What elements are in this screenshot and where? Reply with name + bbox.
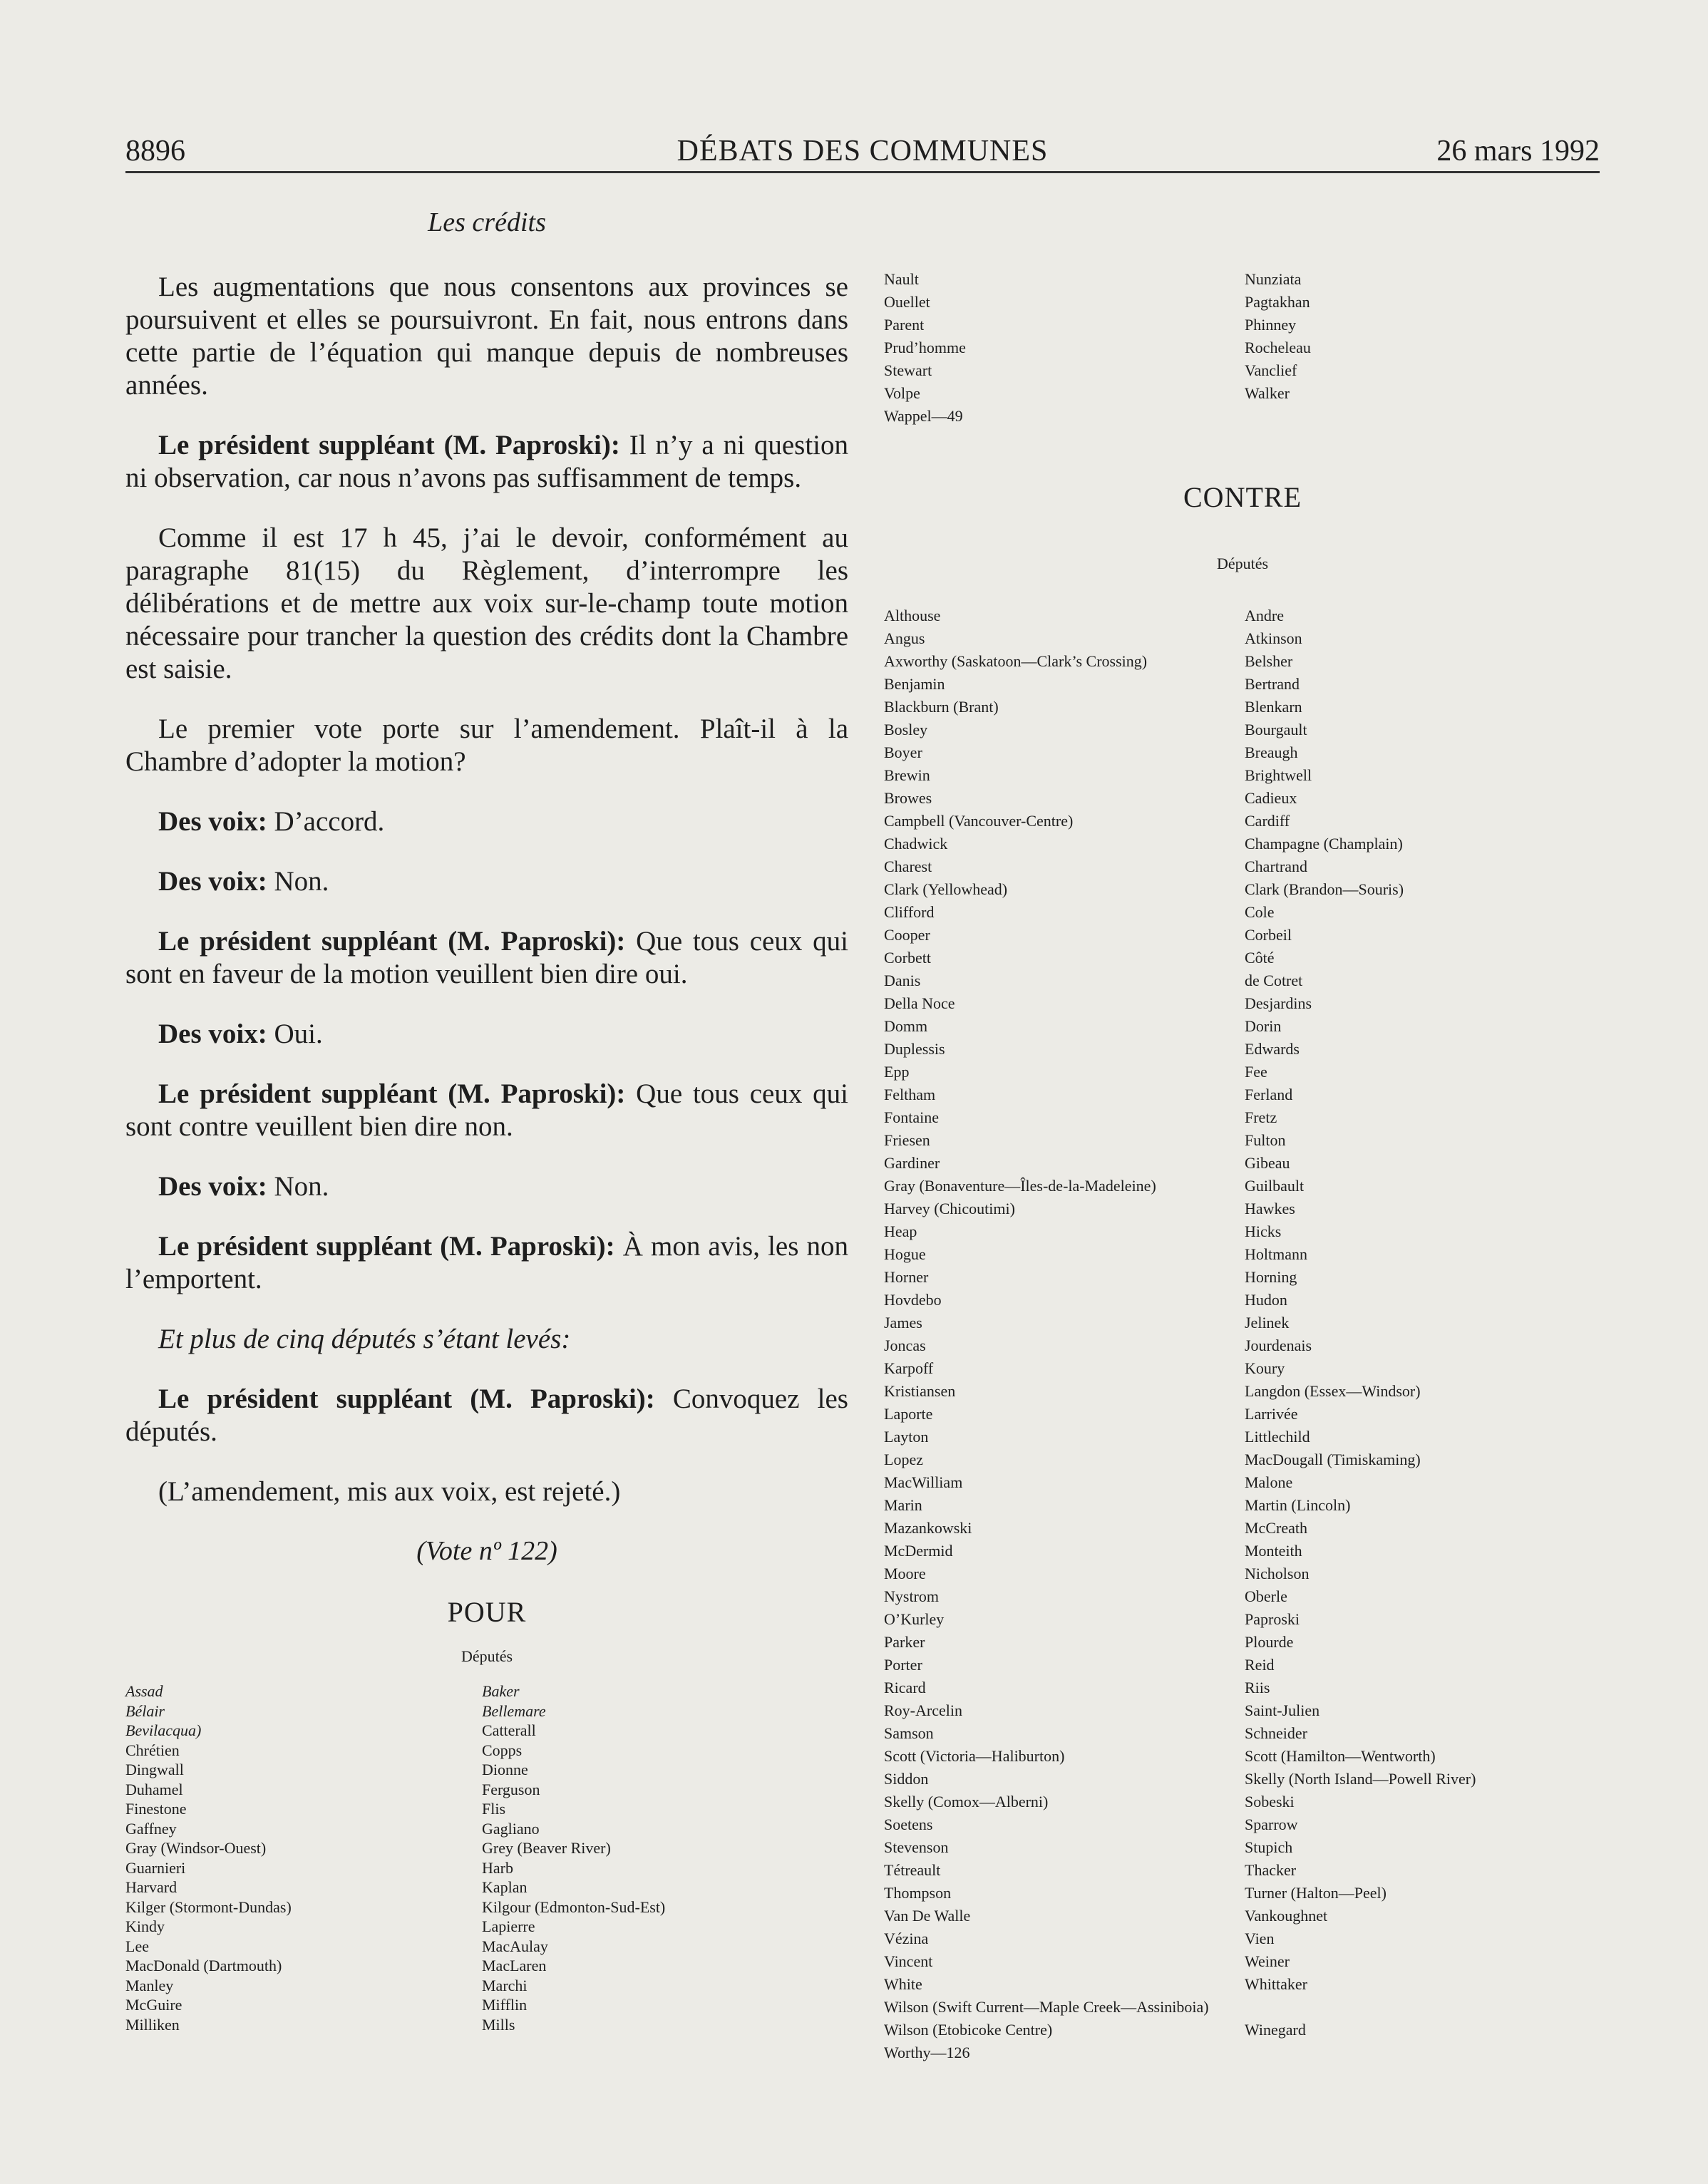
member-name: Feltham (884, 1086, 936, 1103)
paragraph (125, 1078, 848, 1143)
member-name: Guilbault (1245, 1177, 1305, 1195)
member-name: Nystrom (884, 1587, 939, 1605)
speaker-name: Des voix: (158, 866, 267, 897)
member-name: Vanclief (1245, 361, 1297, 379)
member-name: Lee (125, 1937, 149, 1955)
member-name: Ferguson (482, 1780, 540, 1798)
member-name: Plourde (1245, 1633, 1294, 1651)
member-name: Skelly (North Island—Powell River) (1245, 1770, 1476, 1788)
member-name: Winegard (1245, 2021, 1306, 2039)
member-name: Kilgour (Edmonton-Sud-Est) (482, 1897, 666, 1916)
member-name: Schneider (1245, 1724, 1307, 1742)
member-name: Bertrand (1245, 675, 1300, 693)
speaker-name: Le président suppléant (M. Paproski): (158, 430, 620, 460)
speaker-name: Le président suppléant (M. Paproski): (158, 926, 626, 957)
member-name: Karpoff (884, 1359, 934, 1377)
member-name: Benjamin (884, 675, 945, 693)
member-name: Boyer (884, 743, 922, 761)
member-name: Ricard (884, 1679, 926, 1696)
paragraph (125, 1383, 848, 1448)
member-name: Jelinek (1245, 1314, 1290, 1331)
paragraph (125, 713, 848, 778)
member-name: Hudon (1245, 1291, 1287, 1309)
member-name: Desjardins (1245, 994, 1312, 1012)
member-name: Gagliano (482, 1819, 540, 1838)
member-name: Weiner (1245, 1952, 1290, 1970)
contre-col-1 (884, 604, 1209, 2064)
member-name: Porter (884, 1656, 922, 1674)
member-name: White (884, 1975, 922, 1993)
member-name: Harvey (Chicoutimi) (884, 1200, 1015, 1217)
member-name: Riis (1245, 1679, 1270, 1696)
paragraph-text: Non. (267, 1171, 329, 1202)
speaker-name: Le président suppléant (M. Paproski): (158, 1384, 655, 1414)
member-name: Epp (884, 1063, 910, 1081)
member-name: Chartrand (1245, 857, 1307, 875)
paragraph-text: Non. (267, 866, 329, 897)
paragraph (125, 429, 848, 495)
member-name: Della Noce (884, 994, 955, 1012)
member-name: Horner (884, 1268, 929, 1286)
member-name: Nicholson (1245, 1565, 1310, 1582)
member-name: Laporte (884, 1405, 933, 1423)
member-name: Catterall (482, 1721, 536, 1739)
member-name: Tétreault (884, 1861, 941, 1879)
member-name: MacDougall (Timiskaming) (1245, 1451, 1421, 1468)
member-name: MacAulay (482, 1937, 548, 1955)
speaker-name: Des voix: (158, 1019, 267, 1049)
member-name: Wilson (Etobicoke Centre) (884, 2021, 1053, 2039)
member-name: Côté (1245, 949, 1275, 967)
speaker-name: Le président suppléant (M. Paproski): (158, 1231, 615, 1262)
member-name: Copps (482, 1741, 523, 1759)
member-name: Hicks (1245, 1222, 1282, 1240)
pour-continued-col-2 (1245, 268, 1311, 405)
member-name: Marin (884, 1496, 922, 1514)
member-name: Bevilacqua) (125, 1721, 202, 1739)
member-name: Rocheleau (1245, 339, 1311, 356)
member-name: Blenkarn (1245, 698, 1302, 716)
member-name: Van De Walle (884, 1907, 971, 1925)
member-name: Hawkes (1245, 1200, 1295, 1217)
member-name: Wappel—49 (884, 407, 963, 425)
member-name: Charest (884, 857, 932, 875)
member-name: Dionne (482, 1761, 528, 1778)
member-name: Bourgault (1245, 721, 1307, 738)
member-name: Manley (125, 1976, 174, 1994)
member-name: Martin (Lincoln) (1245, 1496, 1351, 1514)
member-name: Parker (884, 1633, 925, 1651)
member-name: Gray (Bonaventure—Îles-de-la-Madeleine) (884, 1177, 1156, 1195)
member-name: Mills (482, 2015, 515, 2034)
paragraph-text: À mon avis, les non l’emportent. (125, 1231, 848, 1294)
member-name: Vézina (884, 1930, 929, 1947)
member-name: Gaffney (125, 1819, 177, 1838)
member-name: Littlechild (1245, 1428, 1310, 1446)
member-name: Belsher (1245, 652, 1293, 670)
debate-text (125, 271, 848, 1508)
member-name: Gardiner (884, 1154, 940, 1172)
member-name: Siddon (884, 1770, 929, 1788)
member-name: Joncas (884, 1336, 926, 1354)
member-name: O’Kurley (884, 1610, 945, 1628)
member-name: Dingwall (125, 1761, 184, 1778)
member-name: Brightwell (1245, 766, 1312, 784)
member-name: McGuire (125, 1996, 182, 2014)
member-name: Thompson (884, 1884, 952, 1902)
member-name: Bélair (125, 1701, 165, 1720)
member-name: Koury (1245, 1359, 1285, 1377)
member-name: Hogue (884, 1245, 926, 1263)
paragraph-text: D’accord. (267, 806, 385, 837)
member-name: Flis (482, 1800, 506, 1818)
member-name: Gray (Windsor-Ouest) (125, 1839, 267, 1857)
member-name: Worthy—126 (884, 2044, 970, 2061)
member-name: MacDonald (Dartmouth) (125, 1957, 282, 1974)
member-name: Milliken (125, 2015, 180, 2034)
paragraph (125, 925, 848, 991)
member-name: MacWilliam (884, 1473, 963, 1491)
member-name: Reid (1245, 1656, 1275, 1674)
paragraph (125, 1170, 848, 1203)
member-name: Danis (884, 972, 921, 989)
deputes-label: Députés (461, 1647, 513, 1665)
speaker-name: Des voix: (158, 1171, 267, 1202)
member-name: Atkinson (1245, 629, 1302, 647)
contre-col-2 (1245, 604, 1476, 2041)
member-name: Paproski (1245, 1610, 1300, 1628)
member-name: Vincent (884, 1952, 933, 1970)
member-name: Chrétien (125, 1741, 180, 1759)
member-name: Samson (884, 1724, 934, 1742)
member-name: Campbell (Vancouver-Centre) (884, 812, 1074, 830)
member-name: Whittaker (1245, 1975, 1307, 1993)
member-name: Layton (884, 1428, 929, 1446)
paragraph-text: Que tous ceux qui sont en faveur de la motion veuillent bien dire oui. (125, 926, 848, 989)
member-name: Cole (1245, 903, 1275, 921)
member-name: Harvard (125, 1878, 178, 1896)
publication-date: 26 mars 1992 (1436, 135, 1600, 168)
member-name: Moore (884, 1565, 926, 1582)
paragraph-text: Il n’y a ni question ni observation, car nous n’avons pas suffisamment de temps. (125, 430, 848, 493)
member-name: Vien (1245, 1930, 1275, 1947)
member-name: Brewin (884, 766, 930, 784)
member-name: Phinney (1245, 316, 1297, 334)
member-name: Chadwick (884, 835, 948, 853)
member-name: Cardiff (1245, 812, 1290, 830)
member-name: Fulton (1245, 1131, 1286, 1149)
pour-continued (884, 268, 1601, 425)
member-name: Lopez (884, 1451, 923, 1468)
paragraph-text: (L’amendement, mis aux voix, est rejeté.) (158, 1476, 621, 1507)
member-name: Volpe (884, 384, 920, 402)
member-name: Clark (Yellowhead) (884, 880, 1008, 898)
member-name: Sparrow (1245, 1815, 1298, 1833)
member-name (1245, 1996, 1476, 2019)
member-name: Cooper (884, 926, 930, 944)
left-column (125, 207, 848, 2052)
member-name: Scott (Victoria—Haliburton) (884, 1747, 1065, 1765)
paragraph (125, 522, 848, 686)
member-name: Grey (Beaver River) (482, 1839, 611, 1857)
member-name: Parent (884, 316, 925, 334)
pour-col-1 (125, 1681, 292, 2034)
section-title: Les crédits (428, 207, 546, 237)
member-name: Langdon (Essex—Windsor) (1245, 1382, 1421, 1400)
member-name: Larrivée (1245, 1405, 1298, 1423)
contre-heading: CONTRE (1183, 481, 1302, 513)
member-name: Kaplan (482, 1878, 528, 1896)
member-name: Prud’homme (884, 339, 966, 356)
member-name: Browes (884, 789, 932, 807)
member-name: McCreath (1245, 1519, 1307, 1537)
member-name: Lapierre (482, 1917, 535, 1935)
member-name: Malone (1245, 1473, 1293, 1491)
member-name: Clifford (884, 903, 935, 921)
paragraph (125, 865, 848, 898)
paragraph (125, 1323, 848, 1356)
member-name: Scott (Hamilton—Wentworth) (1245, 1747, 1436, 1765)
member-name: Ouellet (884, 293, 930, 311)
pour-continued-col-1 (884, 268, 966, 428)
paragraph-text: Et plus de cinq députés s’étant levés: (158, 1324, 571, 1354)
paragraph (125, 1475, 848, 1508)
member-name: Wilson (Swift Current—Maple Creek—Assiniboia) (884, 1998, 1209, 2016)
paragraph (125, 1230, 848, 1296)
member-name: Althouse (884, 607, 941, 624)
member-name: Blackburn (Brant) (884, 698, 999, 716)
member-name: Corbeil (1245, 926, 1292, 944)
member-name: Kilger (Stormont-Dundas) (125, 1897, 292, 1916)
paragraph-text: Oui. (267, 1019, 323, 1049)
member-name: Assad (125, 1682, 163, 1700)
right-column (884, 268, 1601, 2061)
member-name: Cadieux (1245, 789, 1297, 807)
member-name: Oberle (1245, 1587, 1287, 1605)
member-name: Turner (Halton—Peel) (1245, 1884, 1387, 1902)
member-name: Monteith (1245, 1542, 1302, 1560)
member-name: Kindy (125, 1917, 165, 1935)
member-name: Holtmann (1245, 1245, 1307, 1263)
speaker-name: Le président suppléant (M. Paproski): (158, 1078, 626, 1109)
member-name: Heap (884, 1222, 917, 1240)
member-name: Harb (482, 1858, 513, 1877)
paragraph (125, 805, 848, 838)
member-name: Clark (Brandon—Souris) (1245, 880, 1404, 898)
paragraph (125, 1018, 848, 1051)
member-name: Corbett (884, 949, 931, 967)
member-name: Baker (482, 1682, 520, 1700)
member-name: Guarnieri (125, 1858, 186, 1877)
member-name: Axworthy (Saskatoon—Clark’s Crossing) (884, 652, 1148, 670)
page-header (125, 130, 1600, 173)
member-name: Angus (884, 629, 925, 647)
page-number: 8896 (125, 135, 185, 168)
publication-title: DÉBATS DES COMMUNES (676, 135, 1049, 168)
member-name: Sobeski (1245, 1793, 1295, 1810)
member-name: Stewart (884, 361, 932, 379)
member-name: Andre (1245, 607, 1284, 624)
member-name: Soetens (884, 1815, 933, 1833)
pour-names (125, 1681, 848, 2052)
member-name: McDermid (884, 1542, 953, 1560)
member-name: Walker (1245, 384, 1290, 402)
member-name: Ferland (1245, 1086, 1293, 1103)
member-name: Mazankowski (884, 1519, 972, 1537)
member-name: Kristiansen (884, 1382, 956, 1400)
pour-heading: POUR (447, 1596, 527, 1628)
member-name: Roy-Arcelin (884, 1701, 962, 1719)
member-name: Friesen (884, 1131, 930, 1149)
member-name: Vankoughnet (1245, 1907, 1328, 1925)
member-name: Nunziata (1245, 270, 1302, 288)
contre-deputes-label: Députés (1216, 555, 1269, 572)
member-name: Fretz (1245, 1108, 1277, 1126)
member-name: James (884, 1314, 922, 1331)
member-name: Bosley (884, 721, 928, 738)
speaker-name: Des voix: (158, 806, 267, 837)
member-name: Gibeau (1245, 1154, 1290, 1172)
member-name: Hovdebo (884, 1291, 942, 1309)
paragraph-text: Les augmentations que nous consentons aux provinces se poursuivent et elles se poursuivront. En fait, nous entrons dans cette partie de l’équation qui manque depuis de nombreuses années. (125, 272, 848, 401)
member-name: Pagtakhan (1245, 293, 1310, 311)
member-name: Edwards (1245, 1040, 1300, 1058)
member-name: Stevenson (884, 1838, 949, 1856)
member-name: Fontaine (884, 1108, 939, 1126)
member-name: de Cotret (1245, 972, 1303, 989)
member-name: Breaugh (1245, 743, 1298, 761)
paragraph-text: Convoquez les députés. (125, 1384, 848, 1447)
member-name: Duplessis (884, 1040, 945, 1058)
member-name: Fee (1245, 1063, 1267, 1081)
paragraph-text: Le premier vote porte sur l’amendement. Plaît-il à la Chambre d’adopter la motion? (125, 714, 848, 777)
member-name: Dorin (1245, 1017, 1282, 1035)
member-name: Stupich (1245, 1838, 1293, 1856)
paragraph (125, 271, 848, 402)
member-name: MacLaren (482, 1957, 547, 1974)
member-name: Thacker (1245, 1861, 1297, 1879)
pour-col-2 (482, 1681, 665, 2034)
member-name: Nault (884, 270, 919, 288)
paragraph-text: Que tous ceux qui sont contre veuillent bien dire non. (125, 1078, 848, 1142)
member-name: Finestone (125, 1800, 187, 1818)
member-name: Skelly (Comox—Alberni) (884, 1793, 1049, 1810)
member-name: Saint-Julien (1245, 1701, 1320, 1719)
member-name: Duhamel (125, 1780, 183, 1798)
paragraph-text: Comme il est 17 h 45, j’ai le devoir, conformément au paragraphe 81(15) du Règlement, d’interrompre les délibérations et de mettre aux voix sur-le-champ toute motion nécessaire pour trancher la question des crédits dont la Chambre est saisie. (125, 522, 848, 684)
member-name: Domm (884, 1017, 928, 1035)
member-name: Jourdenais (1245, 1336, 1312, 1354)
member-name: Bellemare (482, 1701, 546, 1720)
vote-label: (Vote nº 122) (416, 1536, 557, 1566)
member-name: Horning (1245, 1268, 1297, 1286)
member-name: Mifflin (482, 1996, 528, 2014)
member-name: Champagne (Champlain) (1245, 835, 1403, 853)
member-name: Marchi (482, 1976, 528, 1994)
